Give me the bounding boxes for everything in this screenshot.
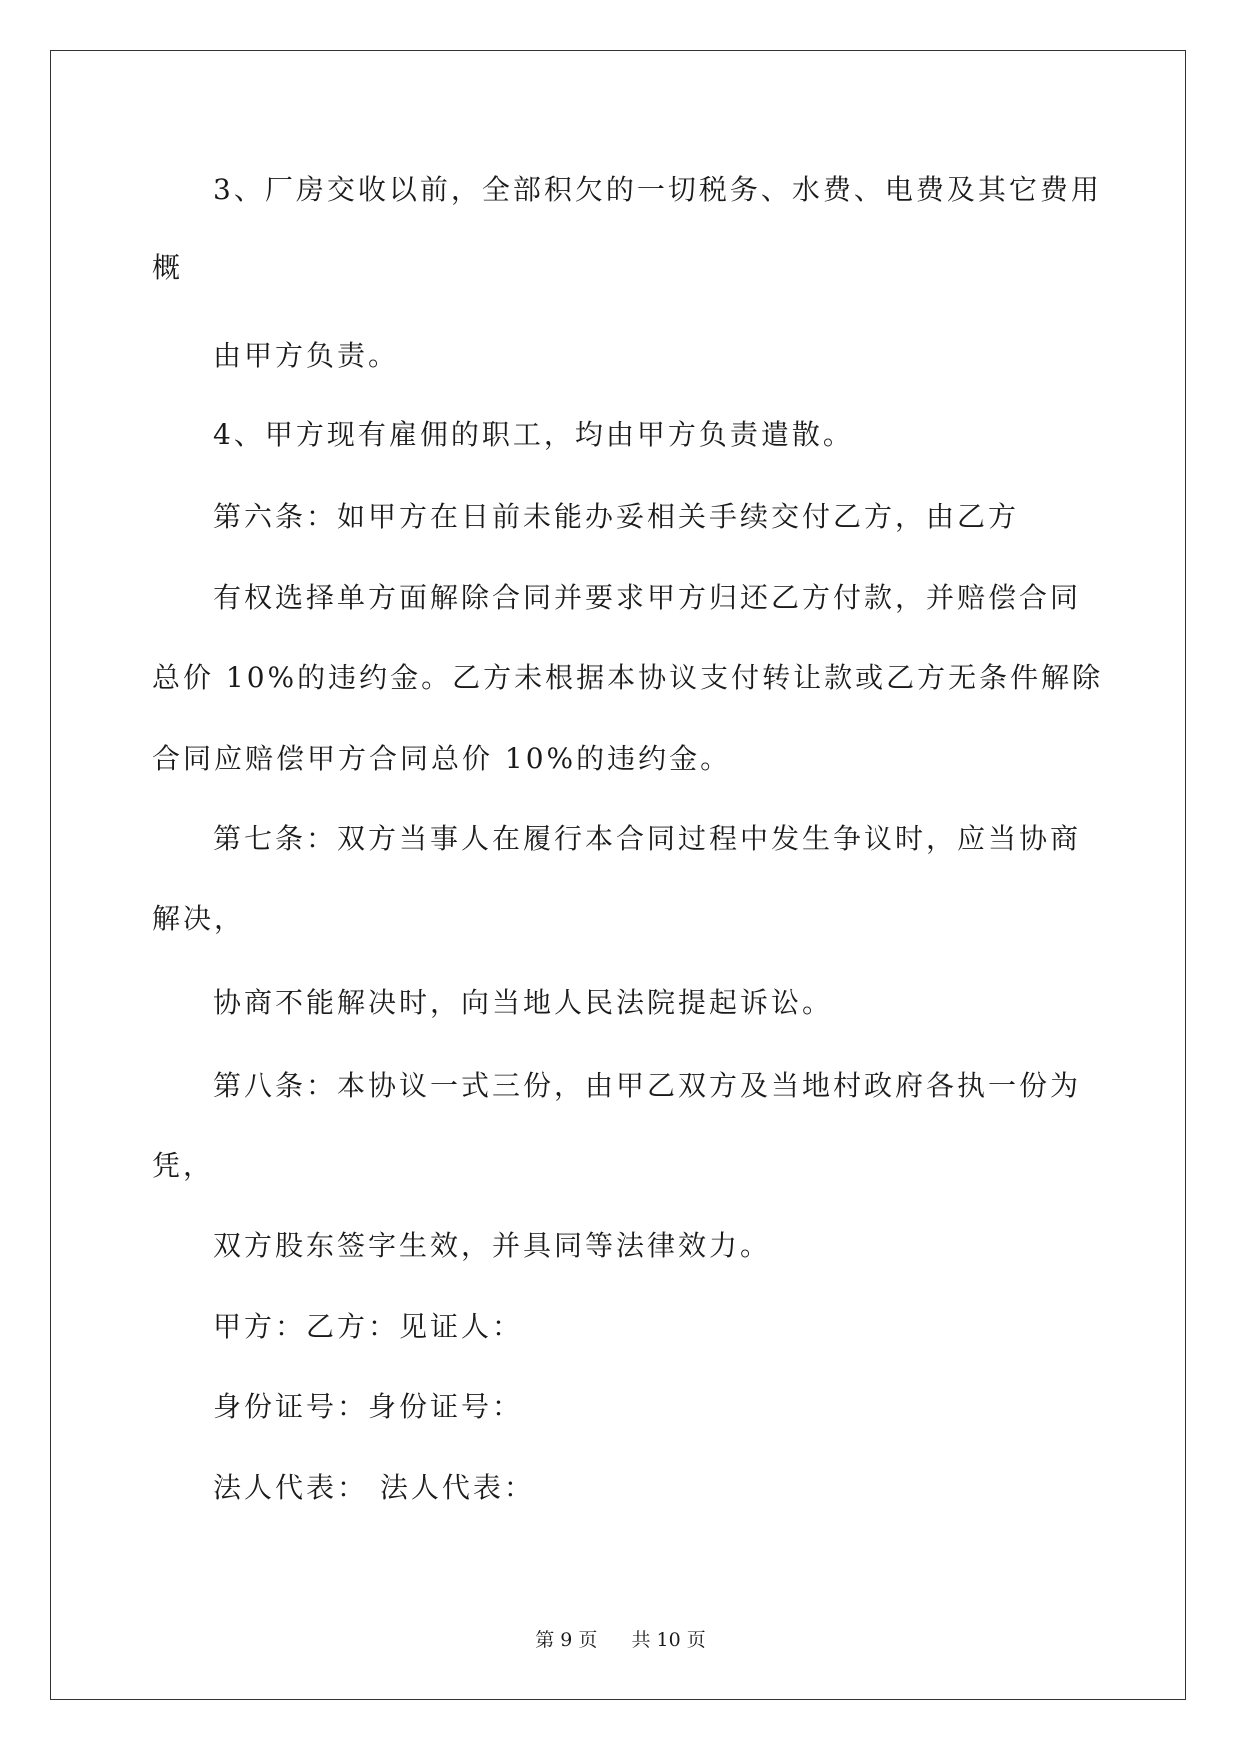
text-line: 3、厂房交收以前，全部积欠的一切税务、水费、电费及其它费用 [213,173,1102,206]
text-line: 有权选择单方面解除合同并要求甲方归还乙方付款，并赔偿合同 [213,581,1082,614]
text-line: 第八条：本协议一式三份，由甲乙双方及当地村政府各执一份为 [213,1069,1082,1102]
text-line: 解决， [152,902,246,935]
text-line: 双方股东签字生效，并具同等法律效力。 [213,1229,772,1262]
page-footer [0,1628,1241,1652]
text-line: 甲方：乙方：见证人： [213,1310,524,1343]
page-frame [50,50,1186,1700]
text-line: 总价 10%的违约金。乙方未根据本协议支付转让款或乙方无条件解除 [152,661,1104,694]
page-number: 第 9 页 [535,1629,598,1651]
text-line: 概 [152,251,184,284]
text-line: 协商不能解决时，向当地人民法院提起诉讼。 [213,986,834,1019]
page-total: 共 10 页 [631,1629,706,1651]
text-line: 合同应赔偿甲方合同总价 10%的违约金。 [152,742,732,775]
text-line: 第七条：双方当事人在履行本合同过程中发生争议时，应当协商 [213,822,1082,855]
text-line: 凭， [152,1149,215,1182]
text-line: 法人代表： 法人代表： [213,1471,535,1504]
text-line: 第六条：如甲方在日前未能办妥相关手续交付乙方，由乙方 [213,500,1020,533]
text-line: 4、甲方现有雇佣的职工，均由甲方负责遣散。 [213,418,854,451]
text-line: 由甲方负责。 [213,339,400,372]
text-line: 身份证号：身份证号： [213,1390,524,1423]
